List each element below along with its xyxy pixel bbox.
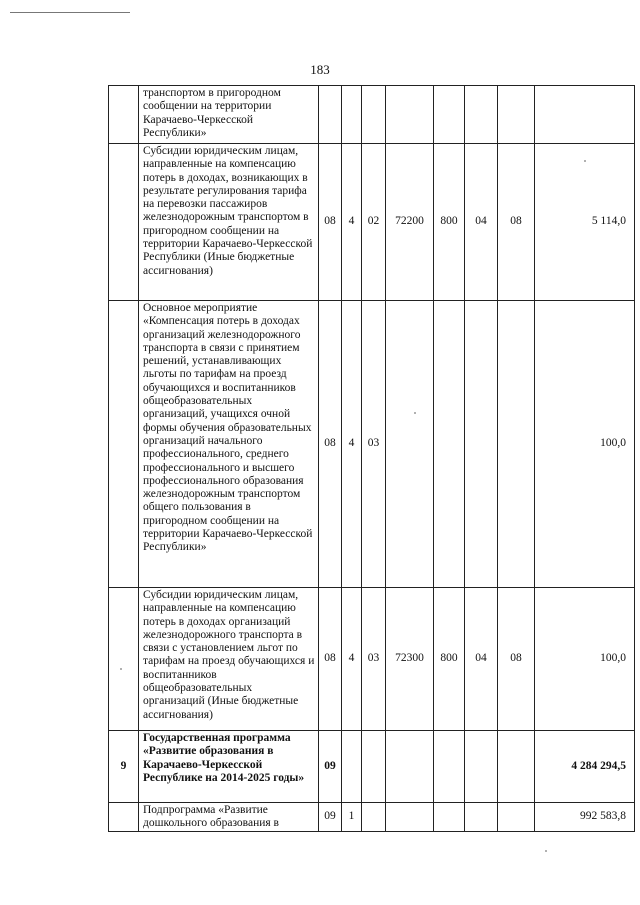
- row-name: Субсидии юридическим лицам, направленные на компенсацию потерь в доходах, возникающих в результате регулирования тарифа на перевозки пассажиров железнодорожным транспортом в пригородном сообщении на территории Карачаево-Черкесской Республики (Иные бюджетные ассигнования): [139, 144, 319, 301]
- code-subprogram: [342, 731, 362, 803]
- scan-speck: [120, 668, 122, 670]
- row-number: 9: [109, 731, 139, 803]
- row-amount: [535, 86, 635, 144]
- code-subprogram: 1: [342, 803, 362, 832]
- code-direction: [386, 301, 434, 588]
- row-amount: 100,0: [535, 301, 635, 588]
- table-row: [109, 144, 635, 301]
- code-subprogram: [342, 86, 362, 144]
- code-chapter: [465, 86, 498, 144]
- code-event: 02: [362, 144, 386, 301]
- budget-table: [108, 85, 635, 832]
- code-subsection: [498, 301, 535, 588]
- code-chapter: 04: [465, 588, 498, 731]
- code-expense-type: 800: [434, 144, 465, 301]
- code-direction: 72200: [386, 144, 434, 301]
- code-event: [362, 86, 386, 144]
- row-amount: 4 284 294,5: [535, 731, 635, 803]
- scan-speck: [545, 850, 547, 852]
- scan-edge-line: [10, 12, 130, 13]
- row-number: [109, 588, 139, 731]
- code-subprogram: 4: [342, 588, 362, 731]
- table-row: [109, 301, 635, 588]
- row-name: транспортом в пригородном сообщении на территории Карачаево-Черкесской Республики»: [139, 86, 319, 144]
- row-number: [109, 301, 139, 588]
- row-name: Подпрограмма «Развитие дошкольного образования в: [139, 803, 319, 832]
- table-row: [109, 588, 635, 731]
- code-subsection: [498, 803, 535, 832]
- code-section: 08: [319, 144, 342, 301]
- page-number: 183: [310, 62, 330, 77]
- code-chapter: [465, 803, 498, 832]
- code-subsection: [498, 86, 535, 144]
- code-expense-type: [434, 301, 465, 588]
- code-expense-type: 800: [434, 588, 465, 731]
- code-chapter: [465, 301, 498, 588]
- code-expense-type: [434, 86, 465, 144]
- code-subprogram: 4: [342, 301, 362, 588]
- table-row-program: [109, 731, 635, 803]
- table-row: [109, 803, 635, 832]
- code-direction: [386, 731, 434, 803]
- code-section: 08: [319, 301, 342, 588]
- code-chapter: 04: [465, 144, 498, 301]
- row-number: [109, 803, 139, 832]
- code-subsection: 08: [498, 588, 535, 731]
- code-section: [319, 86, 342, 144]
- row-name: Государственная программа «Развитие образования в Карачаево-Черкесской Республике на 2014-2025 годы»: [139, 731, 319, 803]
- code-expense-type: [434, 731, 465, 803]
- code-subprogram: 4: [342, 144, 362, 301]
- code-event: [362, 731, 386, 803]
- row-name: Основное мероприятие «Компенсация потерь в доходах организаций железнодорожного транспорта в связи с принятием решений, устанавливающих льготы по тарифам на проезд обучающихся и воспитанников общеобразовательных организаций, учащихся очной формы обучения образовательных организаций начального профессионального, среднего профессионального и высшего профессионального образования железнодорожным транспортом общего пользования в пригородном сообщении на территории Карачаево-Черкесской Республики»: [139, 301, 319, 588]
- code-expense-type: [434, 803, 465, 832]
- row-name: Субсидии юридическим лицам, направленные на компенсацию потерь в доходах организаций железнодорожного транспорта в связи с установлением льгот по тарифам на проезд обучающихся и воспитанников общеобразовательных организаций (Иные бюджетные ассигнования): [139, 588, 319, 731]
- code-direction: [386, 86, 434, 144]
- row-number: [109, 144, 139, 301]
- code-direction: 72300: [386, 588, 434, 731]
- table-row: [109, 86, 635, 144]
- code-subsection: [498, 731, 535, 803]
- row-amount: 100,0: [535, 588, 635, 731]
- code-event: 03: [362, 588, 386, 731]
- row-amount: 992 583,8: [535, 803, 635, 832]
- code-event: [362, 803, 386, 832]
- row-amount: 5 114,0: [535, 144, 635, 301]
- scan-speck: [414, 412, 416, 414]
- code-section: 09: [319, 803, 342, 832]
- scan-speck: [584, 160, 586, 162]
- code-chapter: [465, 731, 498, 803]
- row-number: [109, 86, 139, 144]
- code-direction: [386, 803, 434, 832]
- code-section: 08: [319, 588, 342, 731]
- code-event: 03: [362, 301, 386, 588]
- code-subsection: 08: [498, 144, 535, 301]
- code-section: 09: [319, 731, 342, 803]
